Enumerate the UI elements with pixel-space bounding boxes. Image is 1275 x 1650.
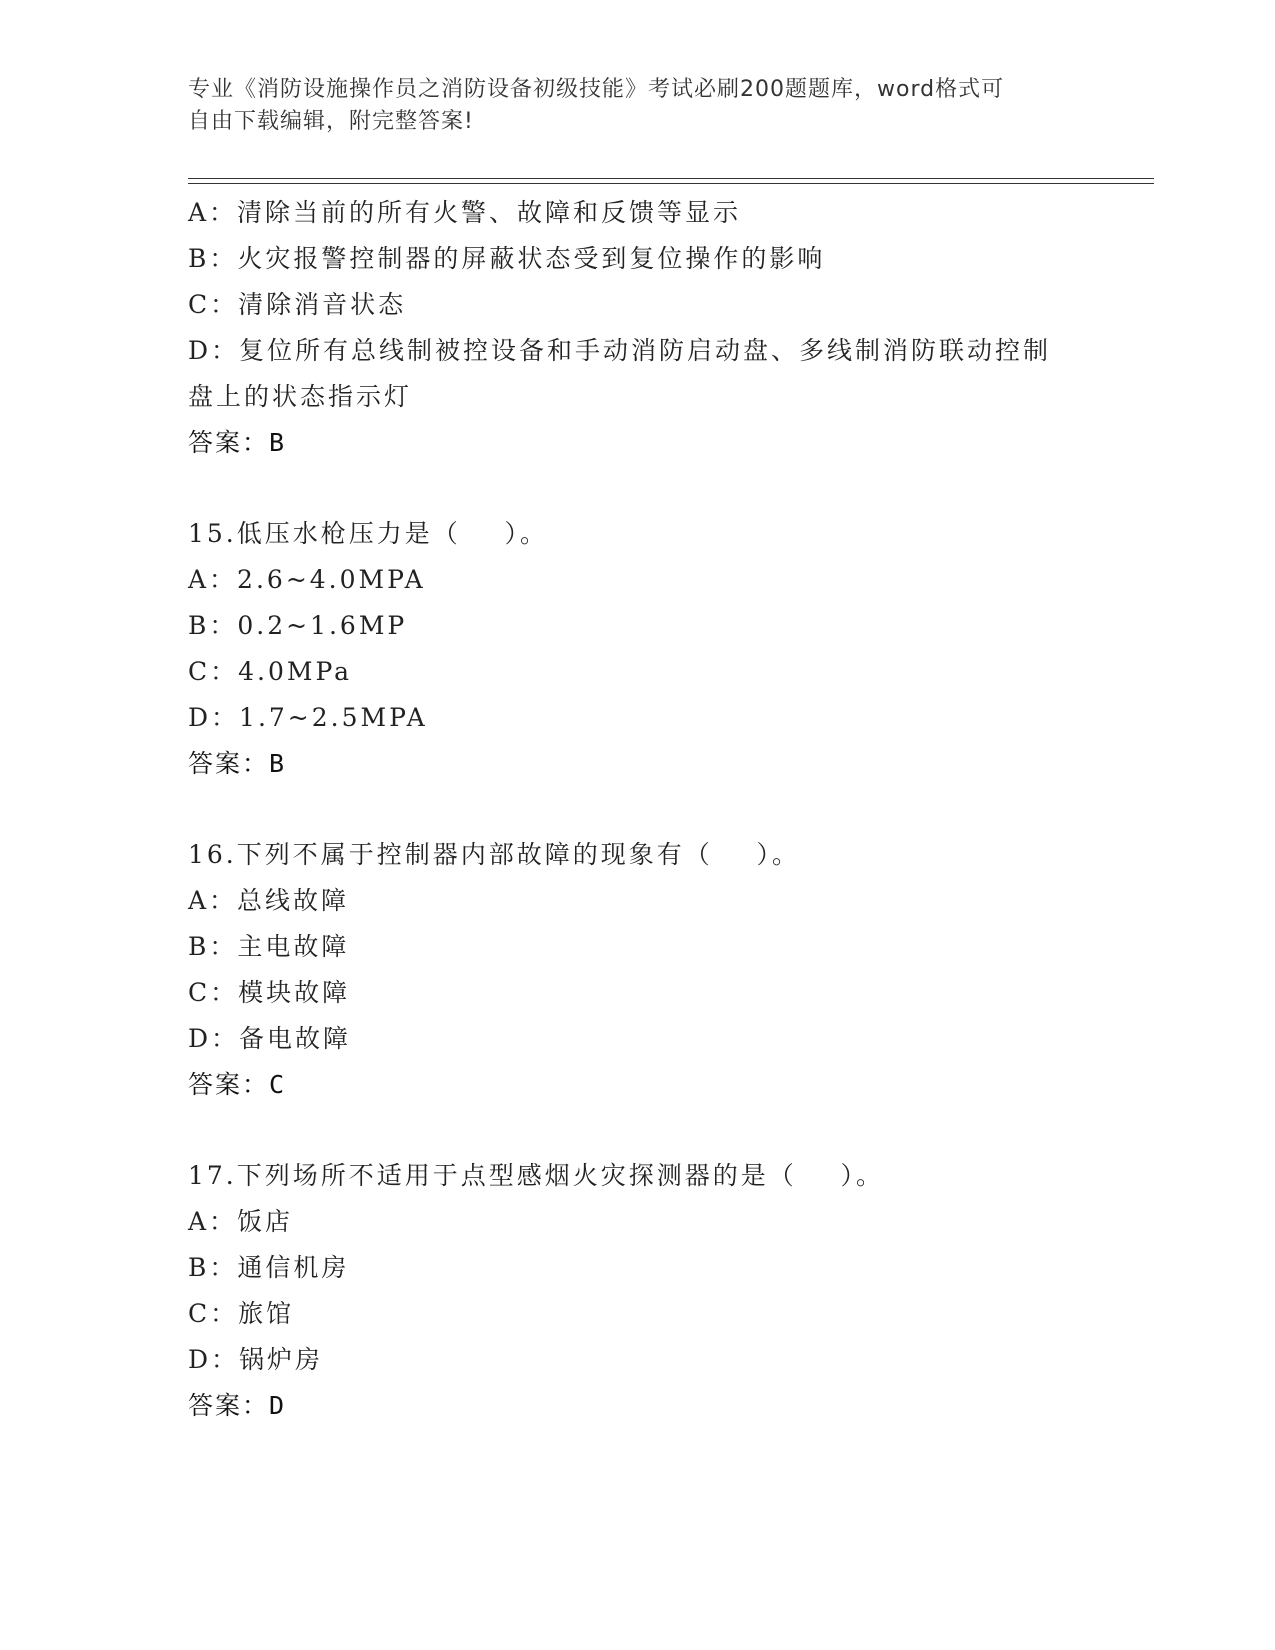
question-list	[188, 190, 1088, 1429]
answer-label: 答案：	[188, 428, 270, 457]
answer-label: 答案：	[188, 1070, 270, 1099]
question-stem: 17.下列场所不适用于点型感烟火灾探测器的是（ ）。	[188, 1161, 885, 1190]
answer-value: B	[269, 749, 287, 778]
header-divider-top	[188, 178, 1154, 179]
option-d-continued: 盘上的状态指示灯	[188, 382, 413, 411]
header-line-1: 专业《消防设施操作员之消防设备初级技能》考试必刷200题题库，word格式可	[188, 77, 1005, 102]
answer-line	[188, 1062, 1088, 1108]
document-header	[188, 74, 1088, 138]
option-c: C：旅馆	[188, 1299, 295, 1328]
question-stem: 15.低压水枪压力是（ ）。	[188, 519, 549, 548]
answer-line	[188, 1383, 1088, 1429]
option-c: C：清除消音状态	[188, 290, 407, 319]
question-block-prev	[188, 190, 1088, 466]
option-d: D：锅炉房	[188, 1345, 324, 1374]
question-stem: 16.下列不属于控制器内部故障的现象有（ ）。	[188, 840, 801, 869]
question-block-17	[188, 1153, 1088, 1429]
answer-value: D	[269, 1391, 287, 1420]
question-block-16	[188, 832, 1088, 1108]
option-b: B：通信机房	[188, 1253, 350, 1282]
option-b: B：0.2~1.6MP	[188, 611, 408, 640]
option-d: D：备电故障	[188, 1024, 352, 1053]
header-divider-bottom	[188, 183, 1154, 184]
option-b: B：主电故障	[188, 932, 350, 961]
option-a: A：总线故障	[188, 886, 350, 915]
question-block-15	[188, 511, 1088, 787]
answer-value: C	[269, 1070, 287, 1099]
option-c: C：4.0MPa	[188, 657, 353, 686]
option-b: B：火灾报警控制器的屏蔽状态受到复位操作的影响	[188, 244, 826, 273]
header-line-2: 自由下载编辑，附完整答案!	[188, 109, 474, 134]
option-c: C：模块故障	[188, 978, 351, 1007]
answer-line	[188, 420, 1088, 466]
answer-line	[188, 741, 1088, 787]
option-a: A：清除当前的所有火警、故障和反馈等显示	[188, 198, 742, 227]
option-a: A：2.6~4.0MPA	[188, 565, 426, 594]
answer-label: 答案：	[188, 1391, 270, 1420]
option-d: D：复位所有总线制被控设备和手动消防启动盘、多线制消防联动控制	[188, 336, 1052, 365]
option-a: A：饭店	[188, 1207, 294, 1236]
answer-label: 答案：	[188, 749, 270, 778]
option-d: D：1.7~2.5MPA	[188, 703, 428, 732]
answer-value: B	[269, 428, 287, 457]
